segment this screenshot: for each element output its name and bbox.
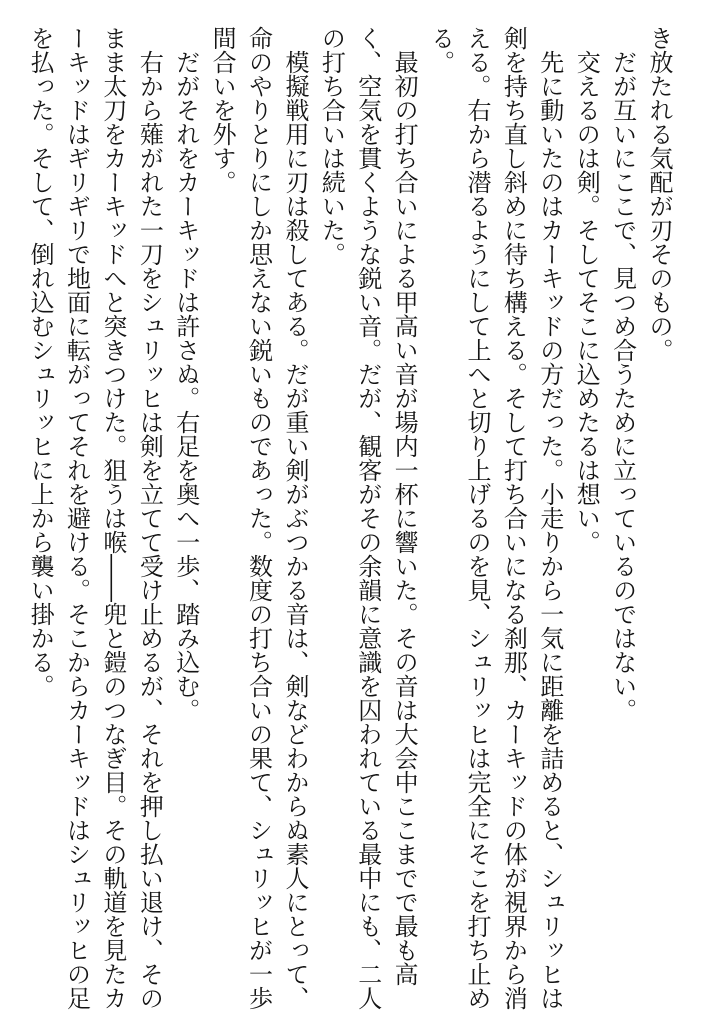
- text-line: 模擬戦用に刃は殺してある。だが重い剣がぶつかる音は、剣などわからぬ素人にとって、: [280, 26, 309, 1010]
- text-line: まま太刀をカーキッドへと突きつけた。狙うは喉――兜と鎧のつなぎ目。その軌道を見たカ: [98, 26, 127, 1010]
- text-line: だが互いにここで、見つめ合うために立っているのではない。: [608, 26, 637, 722]
- text-line: 右から薙がれた一刀をシュリッヒは剣を立てて受け止めるが、それを押し払い退け、その: [135, 26, 164, 1010]
- text-line: 剣を持ち直し斜めに待ち構える。そして打ち合いになる刹那、カーキッドの体が視界から消: [499, 26, 528, 1010]
- text-line: ーキッドはギリギリで地面に転がってそれを避ける。そこからカーキッドはシュリッヒの足: [62, 26, 91, 1010]
- text-line: える。右から潜るようにして上へと切り上げるのを見、シュリッヒは完全にそこを打ち止め: [462, 26, 491, 1010]
- text-line: 最初の打ち合いによる甲高い音が場内一杯に響いた。その音は大会中ここまでで最も高: [390, 26, 419, 986]
- text-line: の打ち合いは続いた。: [317, 26, 346, 266]
- text-line: を払った。そして、倒れ込むシュリッヒに上から襲い掛かる。: [26, 26, 55, 698]
- text-line: 交えるのは剣。そしてそこに込めたるは想い。: [572, 26, 601, 554]
- text-line: だがそれをカーキッドは許さぬ。右足を奥へ一歩、踏み込む。: [171, 26, 200, 722]
- vertical-text-body: [22, 26, 677, 1010]
- text-line: る。: [426, 26, 455, 74]
- text-line: き放たれる気配が刃そのもの。: [645, 26, 673, 362]
- text-line: 先に動いたのはカーキッドの方だった。小走りから一気に距離を詰めると、シュリッヒは: [535, 26, 564, 1010]
- text-line: 命のやりとりにしか思えない鋭いものであった。数度の打ち合いの果て、シュリッヒが一歩: [244, 26, 273, 1010]
- text-line: 間合いを外す。: [208, 26, 237, 194]
- text-line: く、空気を貫くような鋭い音。だが、観客がその余韻に意識を囚われている最中にも、二人: [353, 26, 382, 1010]
